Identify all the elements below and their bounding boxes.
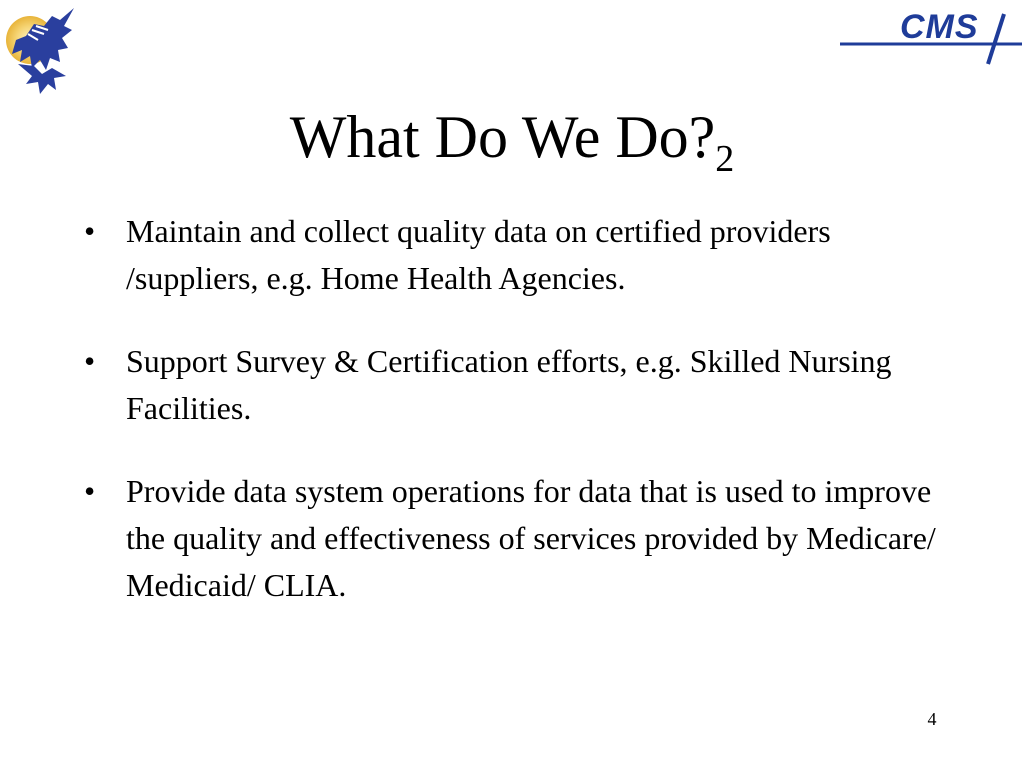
cms-logo-icon	[838, 6, 1024, 66]
slide-title-subscript: 2	[715, 138, 735, 180]
bullet-list	[84, 208, 964, 645]
bullet-marker: •	[84, 473, 96, 509]
slide-title-text: What Do We Do?	[289, 104, 716, 170]
bullet-marker: •	[84, 343, 96, 379]
bullet-item	[84, 208, 964, 302]
slide-title	[0, 102, 1024, 180]
hhs-eagle-logo-icon	[4, 4, 82, 98]
cms-logo-text: CMS	[900, 8, 979, 46]
bullet-item	[84, 338, 964, 432]
bullet-text: Support Survey & Certification efforts, e.g. Skilled Nursing Facilities.	[126, 343, 892, 426]
bullet-item	[84, 468, 964, 609]
page-number: 4	[927, 709, 937, 729]
bullet-text: Maintain and collect quality data on certified providers /suppliers, e.g. Home Health Agencies.	[126, 213, 831, 296]
bullet-text: Provide data system operations for data that is used to improve the quality and effectiveness of services provided by Medicare/ Medicaid/ CLIA.	[126, 473, 936, 603]
bullet-marker: •	[84, 213, 96, 249]
